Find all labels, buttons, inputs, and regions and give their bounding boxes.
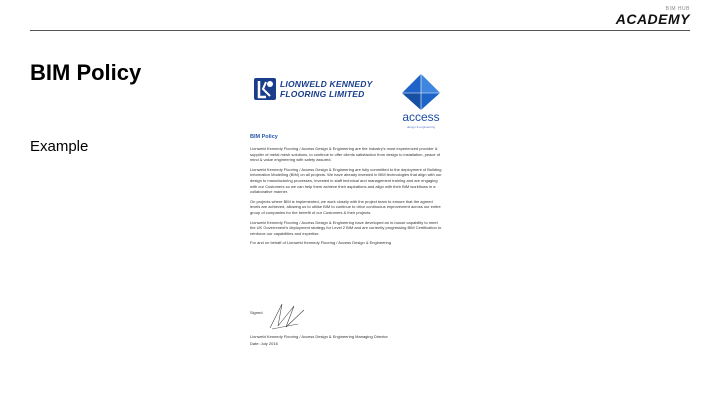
brand-logo — [616, 6, 690, 26]
document-body — [250, 146, 442, 250]
brand-small-text: BIM HUB — [665, 6, 690, 12]
access-logo — [396, 72, 446, 132]
lk-emblem-icon — [254, 78, 276, 100]
document-date: Date: July 2016 — [250, 341, 278, 346]
lk-logo-line1: LIONWELD KENNEDY — [280, 79, 373, 89]
brand-academy-text: ACADEMY — [615, 11, 690, 27]
document-paragraph: On projects where BIM is implemented, we work closely with the project team to ensure that the agreed levels are achieved, allowing us to utilise BIM to continue to drive continuous improvement across our entire group of companies for the benefit of our Customers & their projects. — [250, 198, 441, 215]
policy-document-image — [246, 70, 446, 390]
document-heading: BIM Policy — [250, 134, 278, 140]
document-paragraph: Lionweld Kennedy Flooring / Access Design & Engineering have developed an in-house capability to meet the UK Government's deployment strategy for Level 2 BIM and are currently progressing BIM Certification to reinforce our capabilities and expertise. — [250, 219, 442, 236]
header-divider — [30, 30, 690, 31]
document-paragraph: For and on behalf of Lionweld Kennedy Flooring / Access Design & Engineering — [250, 240, 391, 246]
slide-title: BIM Policy — [30, 60, 142, 85]
signature-scribble — [268, 300, 308, 330]
access-diamond-icon — [396, 72, 446, 112]
access-logo-tagline: design & engineering — [406, 125, 436, 129]
signatory-line: Lionweld Kennedy Flooring / Access Design & Engineering Managing Director — [250, 334, 388, 339]
lk-logo-text — [280, 79, 372, 99]
lionweld-kennedy-logo — [254, 78, 386, 100]
lk-logo-line2: FLOORING LIMITED — [280, 89, 365, 99]
slide-subtitle: Example — [30, 138, 89, 155]
document-paragraph: Lionweld Kennedy Flooring / Access Design & Engineering are fully committed to the deployment of Building Information Modelling (BIM) on all projects. We have already invested in BIM technologies that align with our design to manufacturing processes, invested in staff technical and management training and are engaging with our Customers so we can help them achieve their aspirations and align with their BIM workflows in a collaborative manner. — [250, 166, 442, 195]
access-logo-word: access — [402, 110, 440, 124]
document-paragraph: Lionweld Kennedy Flooring / Access Design & Engineering are the industry's most experienced provider & supplier of metal mesh solutions, to continue to offer clients satisfaction from design to installation, peace of mind & value engineering with safety assured. — [250, 146, 441, 163]
signed-label: Signed — [250, 310, 263, 315]
